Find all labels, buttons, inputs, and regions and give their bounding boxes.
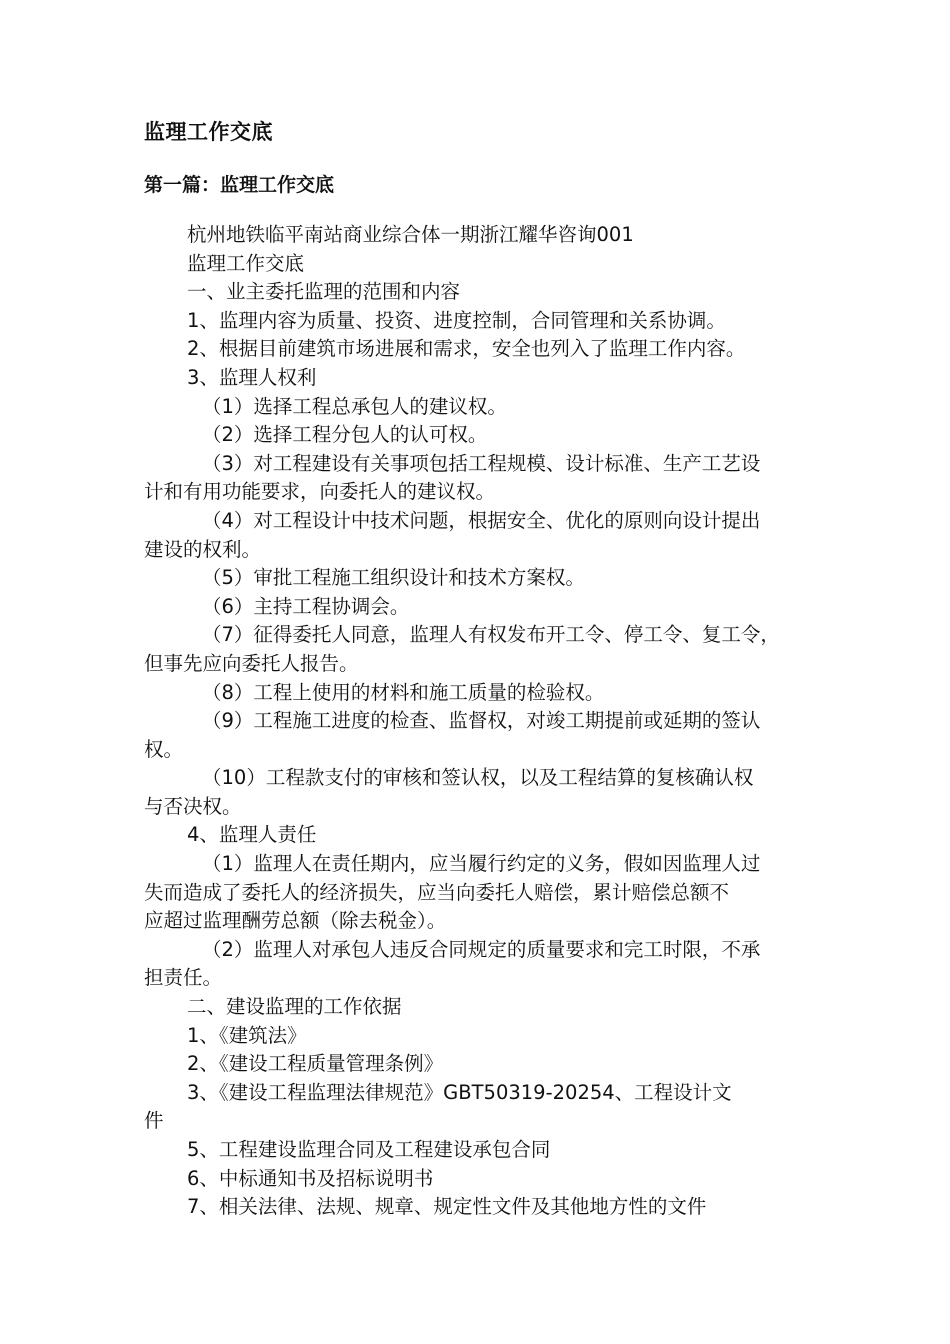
paragraph-line: 1、监理内容为质量、投资、进度控制，合同管理和关系协调。 [187,308,726,332]
paragraph-line: 权。 [144,737,184,761]
paragraph-line: （2）监理人对承包人违反合同规定的质量要求和完工时限，不承 [202,937,761,961]
paragraph-line: （8）工程上使用的材料和施工质量的检验权。 [202,680,605,704]
paragraph-line: 应超过监理酬劳总额（除去税金）。 [144,909,447,933]
document-body [144,221,824,1222]
paragraph-line: （2）选择工程分包人的认可权。 [202,423,488,447]
paragraph-line: （1）监理人在责任期内，应当履行约定的义务，假如因监理人过 [202,852,761,876]
paragraph-line: （4）对工程设计中技术问题，根据安全、优化的原则向设计提出 [202,508,761,532]
paragraph-line: 监理工作交底 [187,251,305,275]
paragraph-line: 4、监理人责任 [187,823,317,847]
paragraph-line: 但事先应向委托人报告。 [144,651,359,675]
paragraph-line: 建设的权利。 [144,537,262,561]
paragraph-line: 2、根据目前建筑市场进展和需求，安全也列入了监理工作内容。 [187,337,746,361]
paragraph-line: （1）选择工程总承包人的建议权。 [202,394,507,418]
paragraph-line: （7）征得委托人同意，监理人有权发布开工令、停工令、复工令， [202,623,780,647]
paragraph-line: 1、《建筑法》 [187,1023,307,1047]
paragraph-line: 7、相关法律、法规、规章、规定性文件及其他地方性的文件 [187,1195,707,1219]
document-subtitle: 第一篇：监理工作交底 [144,174,335,196]
paragraph-line: 二、建设监理的工作依据 [187,995,402,1019]
paragraph-line: 杭州地铁临平南站商业综合体一期浙江耀华咨询001 [187,223,634,246]
paragraph-line: 2、《建设工程质量管理条例》 [187,1052,444,1076]
paragraph-line: （6）主持工程协调会。 [202,594,410,618]
paragraph-line: 担责任。 [144,966,223,990]
paragraph-line: 6、中标通知书及招标说明书 [187,1166,434,1190]
paragraph-line: （10）工程款支付的审核和签认权，以及工程结算的复核确认权 [202,766,754,790]
paragraph-line: 一、业主委托监理的范围和内容 [187,280,461,304]
paragraph-line: 3、监理人权利 [187,365,317,389]
paragraph-line: 计和有用功能要求，向委托人的建议权。 [144,480,496,504]
document-title: 监理工作交底 [144,120,273,144]
paragraph-line: （5）审批工程施工组织设计和技术方案权。 [202,566,585,590]
paragraph-line: （3）对工程建设有关事项包括工程规模、设计标准、生产工艺设 [202,451,761,475]
paragraph-line: 与否决权。 [144,794,242,818]
paragraph-line: 件 [144,1109,164,1133]
paragraph-line: 3、《建设工程监理法律规范》GBT50319-20254、工程设计文 [187,1080,732,1104]
paragraph-line: （9）工程施工进度的检查、监督权，对竣工期提前或延期的签认 [202,709,761,733]
paragraph-line: 失而造成了委托人的经济损失，应当向委托人赔偿，累计赔偿总额不 [144,880,730,904]
paragraph-line: 5、工程建设监理合同及工程建设承包合同 [187,1138,551,1161]
